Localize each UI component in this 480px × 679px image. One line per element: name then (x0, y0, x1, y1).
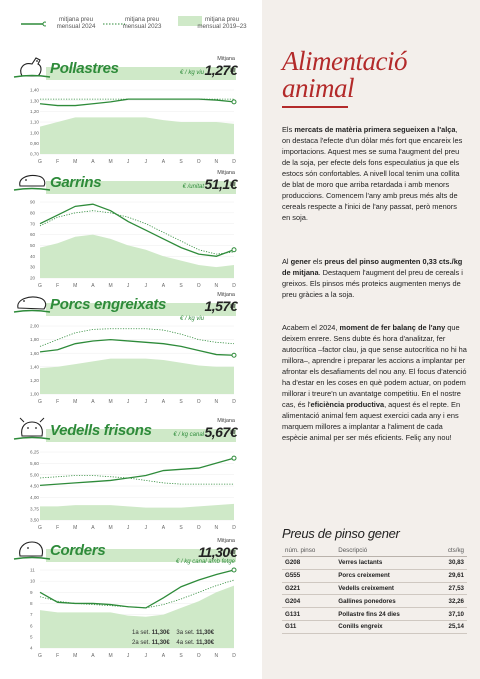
y-tick-label: 5,00 (30, 472, 39, 478)
y-tick-label: 20 (30, 275, 36, 281)
x-tick-label: J (144, 399, 148, 405)
chicken-icon (12, 54, 52, 80)
x-tick-label: G (38, 525, 42, 531)
cell-desc: Porcs creixement (335, 569, 434, 582)
week-row-2 (132, 638, 214, 648)
chart-header (0, 294, 262, 322)
cell-code: G555 (282, 569, 335, 582)
x-tick-label: S (179, 399, 183, 405)
x-tick-label: M (108, 159, 113, 165)
cell-code: G11 (282, 620, 335, 633)
y-tick-label: 70 (30, 221, 36, 227)
table-row (282, 557, 467, 570)
chart-pollastres (0, 58, 262, 166)
text-bold: gener (290, 257, 311, 266)
x-tick-label: J (126, 283, 130, 289)
article-paragraph-2 (282, 256, 467, 300)
x-tick-label: F (56, 159, 60, 165)
chart-unit: € / kg canal (173, 432, 204, 438)
text: , on destaca l'efecte d'un dòlar més fort que encareix les importacions. Aquest mes se suma l'augment del preu de la soja, per efecte dels fons especulatius ja que els estocs són confortables. A nivell local tenim una collita de blat de moro que arriba retardada i amb menors produccions. Comencem l'any amb preus més alts de cereals respecte a l'inici de l'any passat, però menors en soja. (282, 125, 463, 222)
table-header-row (282, 545, 467, 557)
x-tick-label: M (73, 283, 78, 289)
x-tick-label: M (73, 653, 78, 659)
text: els (310, 257, 325, 266)
article-paragraph-3 (282, 322, 467, 443)
cell-price: 32,26 (434, 595, 467, 608)
cell-code: G204 (282, 595, 335, 608)
x-tick-label: A (161, 399, 166, 405)
x-tick-label: D (232, 159, 236, 165)
y-tick-label: 3,50 (30, 517, 39, 523)
series-2024-end-point (232, 568, 236, 572)
week-label: 1a set. (132, 630, 151, 636)
text: Al (282, 257, 291, 266)
article-paragraph-1 (282, 124, 467, 223)
x-tick-label: D (232, 525, 236, 531)
cell-desc: Vedells creixement (335, 582, 434, 595)
x-tick-label: O (196, 653, 201, 659)
series-range-area (40, 504, 234, 520)
chart-unit: € / kg canal amb fetge (175, 559, 235, 565)
mitjana-value: 11,30€ (198, 544, 237, 560)
chart-garrins (0, 172, 262, 290)
x-tick-label: S (179, 283, 183, 289)
y-tick-label: 5,60 (30, 460, 39, 466)
chart-legend (10, 12, 250, 52)
cell-code: G221 (282, 582, 335, 595)
y-tick-label: 0,70 (30, 151, 39, 157)
text-bold: mercats de matèria primera segueixen a l'alça (294, 125, 456, 134)
y-tick-label: 5 (30, 634, 33, 640)
article-title (282, 48, 407, 102)
x-tick-label: G (38, 653, 42, 659)
x-tick-label: A (161, 159, 166, 165)
cell-desc: Conills engreix (335, 620, 434, 633)
cell-price: 27,53 (434, 582, 467, 595)
cell-code: G208 (282, 557, 335, 570)
series-range-area (40, 117, 234, 154)
mitjana-label: Mitjana (217, 538, 235, 544)
mitjana-value: 5,67€ (204, 424, 237, 440)
table-row (282, 595, 467, 608)
x-tick-label: A (161, 653, 166, 659)
x-tick-label: A (161, 283, 166, 289)
y-tick-label: 4,50 (30, 483, 39, 489)
article-title-line-1: Alimentació (282, 46, 407, 76)
x-tick-label: A (91, 525, 95, 531)
week-value: 11,30€ (151, 630, 170, 636)
x-tick-label: M (73, 159, 78, 165)
text-bold: moment de fer balanç de l'any (339, 323, 446, 332)
chart-vedells (0, 420, 262, 532)
x-tick-label: S (179, 653, 183, 659)
x-tick-label: O (196, 283, 201, 289)
x-tick-label: G (38, 159, 42, 165)
y-tick-label: 9 (30, 589, 33, 595)
text-bold: preus del pinso augmenten 0,33 cts./kg de mitjana (282, 257, 463, 277)
y-tick-label: 50 (30, 243, 36, 249)
x-tick-label: D (232, 399, 236, 405)
piglet-icon (12, 168, 52, 194)
y-tick-label: 1,30 (30, 98, 39, 104)
chart-unit: € / kg viu (179, 70, 204, 76)
text-bold: eficiència productiva (310, 400, 385, 409)
series-2024-end-point (232, 100, 236, 104)
mitjana-label: Mitjana (217, 56, 235, 62)
pinso-table (282, 545, 467, 634)
series-2024-end-point (232, 248, 236, 252)
x-tick-label: F (56, 525, 60, 531)
x-tick-label: A (91, 399, 95, 405)
chart-title: Corders (50, 542, 106, 559)
col-header-price: cts/kg (434, 545, 467, 557)
chart-header (0, 540, 262, 568)
y-tick-label: 1,20 (30, 378, 39, 383)
table-row (282, 620, 467, 633)
x-tick-label: F (56, 653, 60, 659)
x-tick-label: D (232, 653, 236, 659)
y-tick-label: 3,75 (30, 506, 39, 512)
chart-header (0, 58, 262, 86)
cell-price: 29,61 (434, 569, 467, 582)
pinso-table-title: Preus de pinso gener (282, 526, 400, 541)
chart-plot (0, 322, 262, 406)
text: Els (282, 125, 295, 134)
table-row (282, 608, 467, 621)
x-tick-label: N (214, 525, 219, 531)
weekly-prices (132, 628, 214, 648)
table-row (282, 582, 467, 595)
x-tick-label: M (108, 653, 113, 659)
cell-desc: Verres lactants (335, 557, 434, 570)
x-tick-label: J (126, 399, 130, 405)
x-tick-label: M (73, 525, 78, 531)
y-tick-label: 1,10 (30, 119, 39, 125)
y-tick-label: 0,90 (30, 140, 39, 146)
x-tick-label: M (73, 399, 78, 405)
x-tick-label: A (91, 283, 95, 289)
y-tick-label: 4 (30, 645, 33, 651)
x-tick-label: N (214, 399, 219, 405)
text: . Destaquem l'augment del preu de cereals i greixos. Els pinsos més proteics augmenten menys de preu gràcies a la soja. (282, 268, 463, 299)
mitjana-value: 51,1€ (204, 176, 237, 192)
y-tick-label: 1,20 (30, 108, 39, 114)
week-row-1 (132, 628, 214, 638)
y-tick-label: 90 (30, 199, 36, 205)
x-tick-label: N (214, 283, 219, 289)
chart-plot (0, 86, 262, 166)
chart-title: Pollastres (50, 60, 119, 77)
y-tick-label: 1,60 (30, 350, 39, 356)
x-tick-label: S (179, 159, 183, 165)
chart-title: Garrins (50, 174, 102, 191)
chart-title: Vedells frisons (50, 422, 152, 439)
text: , aquest és el repte. En alimentació animal fem aquest exercici cada any i ens marquem millores a implantar a l'aliment de cada espècie animal per ser més eficients. Feliç any nou! (282, 400, 461, 442)
x-tick-label: F (56, 283, 60, 289)
cell-desc: Gallines ponedores (335, 595, 434, 608)
x-tick-label: J (126, 525, 130, 531)
y-tick-label: 30 (30, 264, 36, 270)
cell-price: 37,10 (434, 608, 467, 621)
chart-plot (0, 566, 262, 660)
chart-header (0, 420, 262, 448)
y-tick-label: 60 (30, 232, 36, 238)
series-2024-line (40, 99, 234, 105)
chart-unit: € / kg viu (179, 316, 204, 322)
week-label: 2a set. (132, 640, 151, 646)
col-header-desc: Descripció (335, 545, 434, 557)
y-tick-label: 11 (30, 567, 35, 573)
lamb-icon (12, 536, 52, 562)
chart-plot (0, 198, 262, 290)
title-rule (282, 106, 348, 108)
x-tick-label: G (38, 399, 42, 405)
series-2024-end-point (232, 456, 236, 460)
y-tick-label: 4,00 (30, 494, 39, 500)
text: que deixem enrere. Sens dubte és hora d'analitzar, fer autocrítica –factor clau, ja que sense autocrítica no hi ha millora–, aprendre i preparar les accions a implantar per afrontar els desafiaments del nou any. El focus d'atenció ha d'estar en les coses en què podem actuar, on podem millorar i treure'n un avantatge competitiu. En el nostre cas, és l' (282, 323, 467, 409)
series-2024-end-point (232, 353, 236, 357)
mitjana-label: Mitjana (217, 170, 235, 176)
chart-porcs (0, 294, 262, 406)
x-tick-label: J (144, 283, 148, 289)
legend-2024-swatch (20, 20, 46, 28)
x-tick-label: S (179, 525, 183, 531)
x-tick-label: F (56, 399, 60, 405)
cell-desc: Pollastre fins 24 dies (335, 608, 434, 621)
cow-icon (12, 416, 52, 442)
x-tick-label: J (126, 653, 130, 659)
x-tick-label: A (91, 159, 95, 165)
y-tick-label: 7 (30, 612, 33, 618)
mitjana-value: 1,27€ (204, 62, 237, 78)
x-tick-label: G (38, 283, 42, 289)
x-tick-label: D (232, 283, 236, 289)
x-tick-label: M (108, 283, 113, 289)
cell-price: 30,83 (434, 557, 467, 570)
cell-code: G131 (282, 608, 335, 621)
week-value: 11,30€ (196, 640, 215, 646)
x-tick-label: O (196, 399, 201, 405)
chart-header (0, 172, 262, 200)
y-tick-label: 1,00 (30, 130, 39, 136)
x-tick-label: O (196, 525, 201, 531)
y-tick-label: 40 (30, 253, 36, 259)
mitjana-value: 1,57€ (204, 298, 237, 314)
week-label: 3a set. (176, 630, 195, 636)
series-2024-line (40, 340, 234, 356)
y-tick-label: 2,00 (30, 323, 39, 329)
mitjana-label: Mitjana (217, 418, 235, 424)
y-tick-label: 80 (30, 210, 36, 216)
series-range-area (40, 359, 234, 394)
pig-icon (12, 290, 52, 316)
chart-title: Porcs engreixats (50, 296, 167, 313)
cell-price: 25,14 (434, 620, 467, 633)
mitjana-label: Mitjana (217, 292, 235, 298)
y-tick-label: 6,25 (30, 449, 39, 455)
table-row (282, 569, 467, 582)
chart-unit: € /unitat (182, 184, 204, 190)
col-header-code: núm. pinso (282, 545, 335, 557)
legend-2023-label: mitjana preu mensual 2023 (122, 16, 162, 30)
series-2023-line (40, 329, 234, 347)
x-tick-label: J (126, 159, 130, 165)
chart-corders (0, 540, 262, 674)
week-value: 11,30€ (151, 640, 170, 646)
y-tick-label: 1,40 (30, 364, 39, 370)
y-tick-label: 1,00 (30, 391, 39, 397)
y-tick-label: 10 (30, 578, 36, 584)
article-title-line-2: animal (282, 73, 355, 103)
article-column (262, 0, 480, 679)
legend-range-label: mitjana preu mensual 2019–23 (197, 16, 247, 30)
text: Acabem el 2024, (282, 323, 340, 332)
legend-2024-label: mitjana preu mensual 2024 (56, 16, 96, 30)
y-tick-label: 1,80 (30, 337, 39, 343)
x-tick-label: N (214, 653, 219, 659)
week-value: 11,30€ (196, 630, 215, 636)
y-tick-label: 1,40 (30, 87, 39, 93)
y-tick-label: 8 (30, 601, 33, 607)
x-tick-label: J (144, 653, 148, 659)
x-tick-label: J (144, 159, 148, 165)
x-tick-label: A (91, 653, 95, 659)
x-tick-label: N (214, 159, 219, 165)
x-tick-label: A (161, 525, 166, 531)
series-2024-line (40, 458, 234, 485)
week-label: 4a set. (176, 640, 195, 646)
x-tick-label: M (108, 525, 113, 531)
x-tick-label: J (144, 525, 148, 531)
x-tick-label: M (108, 399, 113, 405)
chart-plot (0, 448, 262, 532)
y-tick-label: 6 (30, 623, 33, 629)
x-tick-label: O (196, 159, 201, 165)
